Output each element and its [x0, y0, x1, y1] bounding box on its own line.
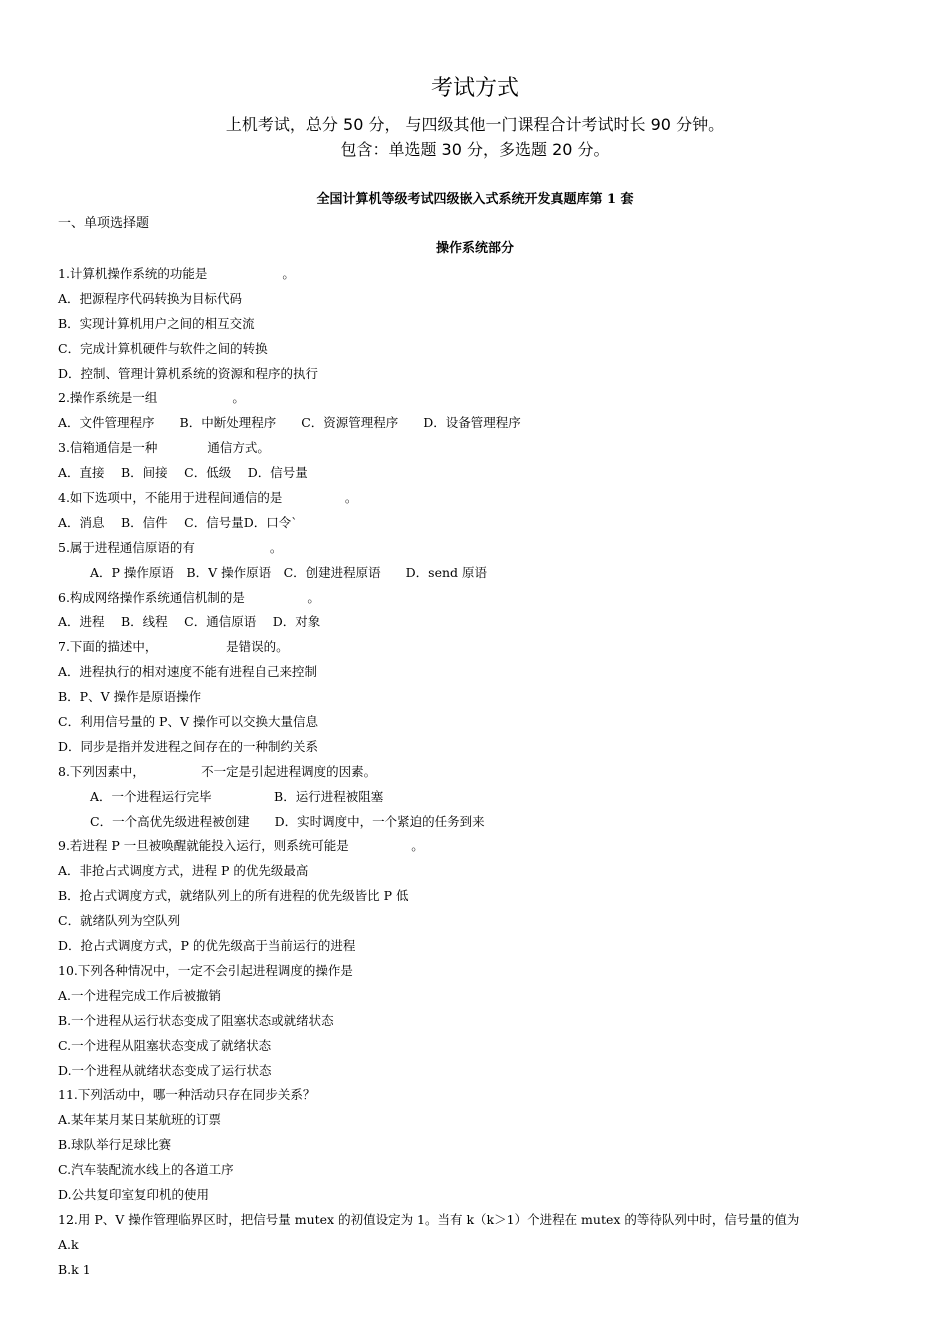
question-line: D.公共复印室复印机的使用	[58, 1186, 210, 1202]
question-line: 11.下列活动中，哪一种活动只存在同步关系？	[58, 1087, 316, 1103]
question-line: C．就绪队列为空队列	[58, 913, 181, 929]
question-line: C.汽车装配流水线上的各道工序	[58, 1162, 234, 1178]
question-line: C．利用信号量的 P、V 操作可以交换大量信息	[58, 714, 318, 730]
question-line: A．文件管理程序 B．中断处理程序 C．资源管理程序 D．设备管理程序	[58, 415, 521, 431]
question-line: B.k 1	[58, 1261, 91, 1277]
question-line: 2.操作系统是一组 。	[58, 390, 245, 406]
set-title: 全国计算机等级考试四级嵌入式系统开发真题库第 1 套	[316, 192, 634, 207]
question-line: A．消息 B．信件 C．信号量D．口令`	[58, 514, 298, 530]
question-line: A．非抢占式调度方式，进程 P 的优先级最高	[58, 863, 309, 879]
question-line: A.一个进程完成工作后被撤销	[58, 987, 222, 1003]
question-line: A.k	[58, 1236, 79, 1252]
question-line: D.一个进程从就绪状态变成了运行状态	[58, 1062, 272, 1078]
question-line: 1.计算机操作系统的功能是 。	[58, 266, 295, 281]
question-line: A.某年某月某日某航班的订票	[58, 1112, 222, 1128]
question-line: D．同步是指并发进程之间存在的一种制约关系	[58, 738, 319, 754]
question-line: A．进程执行的相对速度不能有进程自己来控制	[58, 664, 318, 680]
exam-info-line-1: 上机考试，总分 50 分， 与四级其他一门课程合计考试时长 90 分钟。	[225, 115, 725, 134]
question-line: 4.如下选项中，不能用于进程间通信的是 。	[58, 490, 358, 506]
question-line: C．一个高优先级进程被创建 D．实时调度中，一个紧迫的任务到来	[90, 813, 485, 829]
question-line: 9.若进程 P 一旦被唤醒就能投入运行，则系统可能是 。	[58, 838, 424, 854]
question-line: D．抢占式调度方式，P 的优先级高于当前运行的进程	[58, 938, 356, 954]
question-line: A．P 操作原语 B．V 操作原语 C．创建进程原语 D．send 原语	[90, 564, 488, 580]
question-line: 7.下面的描述中， 是错误的。	[58, 639, 289, 655]
question-line: A．一个进程运行完毕 B．运行进程被阻塞	[90, 788, 384, 804]
question-line: C．完成计算机硬件与软件之间的转换	[58, 340, 268, 356]
exam-title: 考试方式	[430, 76, 519, 101]
question-list	[0, 264, 950, 1285]
question-line: 10.下列各种情况中，一定不会引起进程调度的操作是	[58, 962, 353, 978]
question-line: B．抢占式调度方式，就绪队列上的所有进程的优先级皆比 P 低	[58, 888, 409, 904]
question-line: B．P、V 操作是原语操作	[58, 689, 202, 705]
question-line: 5.属于进程通信原语的有 。	[58, 539, 283, 555]
question-line: B.球队举行足球比赛	[58, 1137, 172, 1153]
question-line: A．直接 B．间接 C．低级 D．信号量	[58, 465, 308, 481]
question-line: B.一个进程从运行状态变成了阻塞状态或就绪状态	[58, 1012, 334, 1028]
question-line: 8.下列因素中， 不一定是引起进程调度的因素。	[58, 763, 377, 779]
question-line: C.一个进程从阻塞状态变成了就绪状态	[58, 1037, 272, 1053]
question-line: D．控制、管理计算机系统的资源和程序的执行	[58, 365, 319, 381]
question-line: A．把源程序代码转换为目标代码	[58, 290, 243, 306]
exam-info-line-2: 包含：单选题 30 分，多选题 20 分。	[340, 140, 610, 159]
part-title: 操作系统部分	[435, 241, 514, 256]
question-line: 6.构成网络操作系统通信机制的是 。	[58, 589, 320, 605]
question-line: B．实现计算机用户之间的相互交流	[58, 315, 255, 331]
question-line: 3.信箱通信是一种 通信方式。	[58, 440, 270, 456]
question-line: A．进程 B．线程 C．通信原语 D．对象	[58, 614, 321, 630]
question-line: 12.用 P、V 操作管理临界区时，把信号量 mutex 的初值设定为 1。当有 k（k＞1）个进程在 mutex 的等待队列中时，信号量的值为	[58, 1211, 800, 1227]
section-title: 一、单项选择题	[58, 216, 150, 231]
